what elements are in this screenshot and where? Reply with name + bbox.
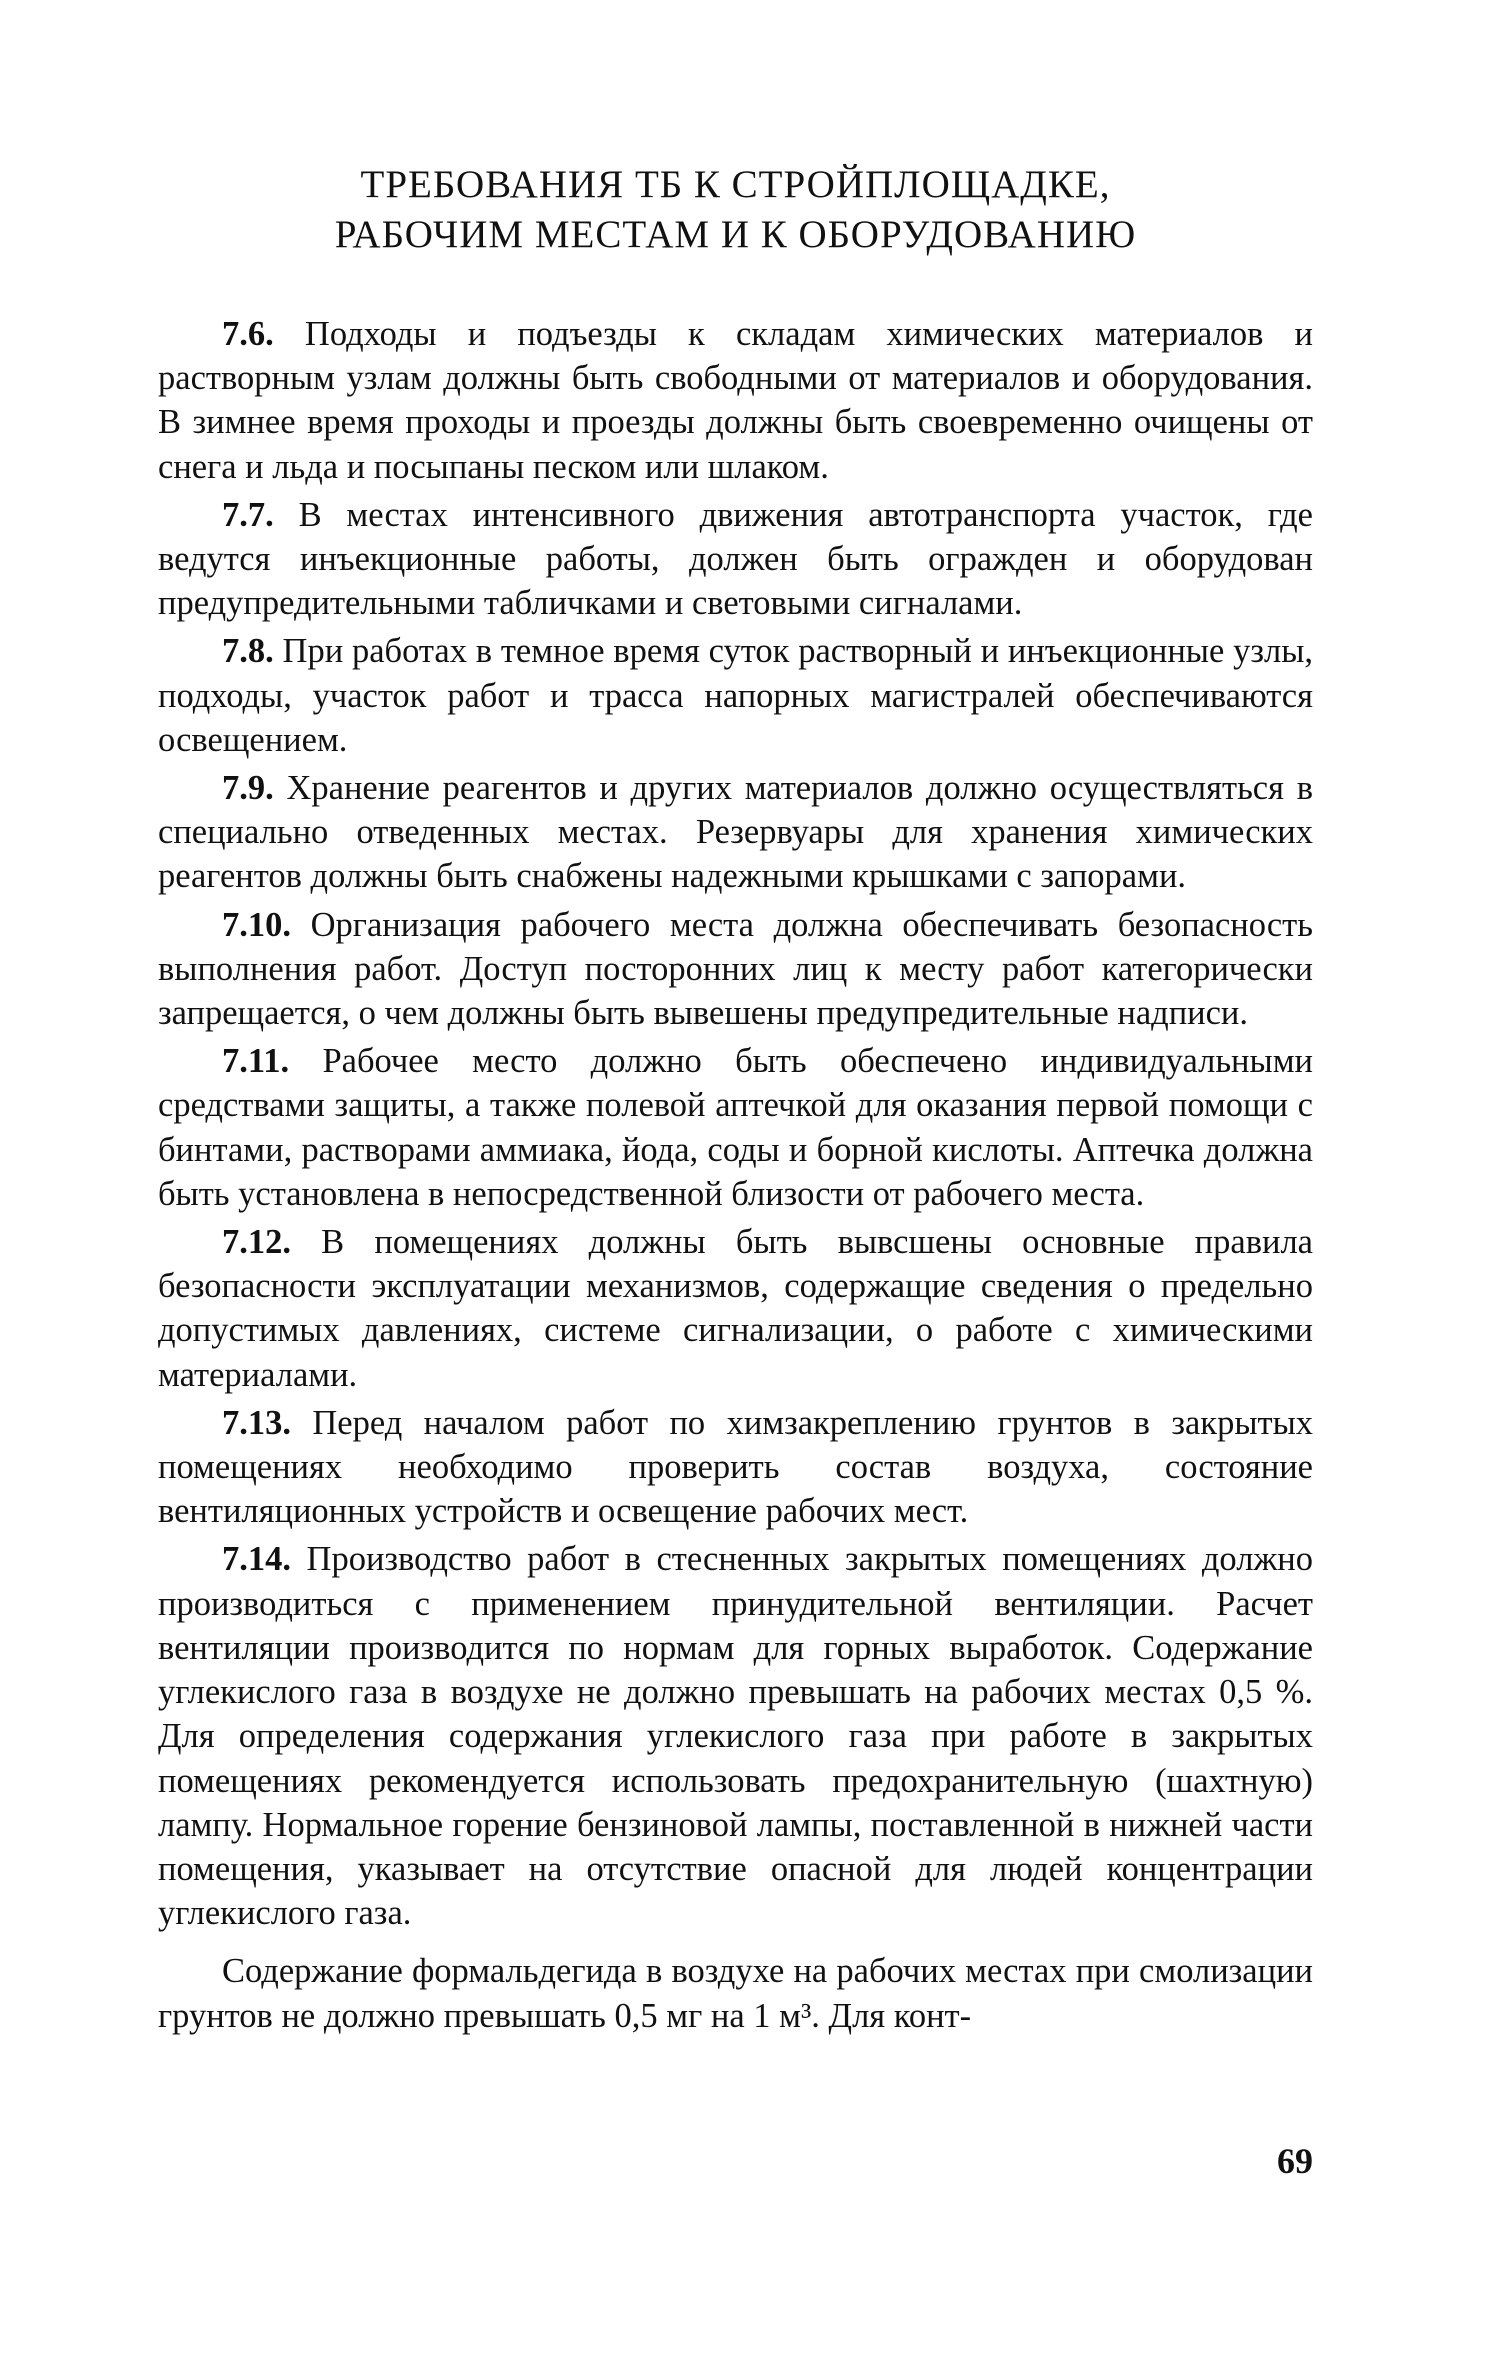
paragraph-7-14 — [158, 1537, 1313, 1935]
paragraph-number: 7.14. — [222, 1540, 291, 1579]
paragraph-7-8 — [158, 629, 1313, 762]
section-heading — [158, 160, 1313, 260]
paragraph-number: 7.9. — [222, 769, 274, 808]
page-number: 69 — [1277, 2141, 1313, 2181]
paragraph-text: Организация рабочего места должна обеспечивать безопасность выполнения работ. Доступ посторонних лиц к месту работ категорически запрещается, о чем должны быть вывешены предупредительные надписи. — [158, 905, 1313, 1033]
paragraph-text: Перед началом работ по химзакреплению грунтов в закрытых помещениях необходимо проверить состав воздуха, состояние вентиляционных устройств и освещение рабочих мест. — [158, 1403, 1313, 1531]
paragraph-text: Рабочее место должно быть обеспечено индивидуальными средствами защиты, а также полевой аптечкой для оказания первой помощи с бинтами, растворами аммиака, йода, соды и борной кислоты. Аптечка должна быть установлена в непосредственной близости от рабочего места. — [158, 1042, 1313, 1213]
heading-line-1: ТРЕБОВАНИЯ ТБ К СТРОЙПЛОЩАДКЕ, — [360, 163, 1111, 206]
paragraph-text: Производство работ в стесненных закрытых помещениях должно производиться с применением принудительной вентиляции. Расчет вентиляции производится по нормам для горных выработок. Содержание углекислого газа в воздухе не должно превышать на рабочих местах 0,5 %. Для определения содержания углекислого газа при работе в закрытых помещениях рекомендуется использовать предохранительную (шахтную) лампу. Нормальное горение бензиновой лампы, поставленной в нижней части помещения, указывает на отсутствие опасной для людей концентрации углекислого газа. — [158, 1540, 1313, 1933]
paragraph-7-10 — [158, 903, 1313, 1036]
paragraph-text: В местах интенсивного движения автотранспорта участок, где ведутся инъекционные работы, должен быть огражден и оборудован предупредительными табличками и световыми сигналами. — [158, 495, 1313, 623]
paragraph-number: 7.11. — [222, 1042, 290, 1081]
paragraph-7-9 — [158, 766, 1313, 899]
paragraph-text: При работах в темное время суток растворный и инъекционные узлы, подходы, участок работ и трасса напорных магистралей обеспечиваются освещением. — [158, 632, 1313, 759]
paragraph-7-11 — [158, 1039, 1313, 1216]
paragraph-number: 7.10. — [222, 905, 291, 944]
paragraph-number: 7.8. — [222, 632, 274, 671]
paragraph-number: 7.13. — [222, 1403, 291, 1442]
paragraph-7-13 — [158, 1401, 1313, 1534]
paragraph-text: В помещениях должны быть вывсшены основные правила безопасности эксплуатации механизмов, содержащие сведения о предельно допустимых давлениях, системе сигнализации, о работе с химическими материалами. — [158, 1223, 1313, 1394]
heading-line-2: РАБОЧИМ МЕСТАМ И К ОБОРУДОВАНИЮ — [334, 213, 1137, 256]
paragraph-number: 7.12. — [222, 1223, 291, 1262]
paragraph-text: Подходы и подъезды к складам химических материалов и растворным узлам должны быть свободными от материалов и оборудования. В зимнее время проходы и проезды должны быть своевременно очищены от снега и льда и посыпаны песком или шлаком. — [158, 315, 1313, 486]
paragraph-text: Хранение реагентов и других материалов должно осуществляться в специально отведенных местах. Резервуары для хранения химических реагентов должны быть снабжены надежными крышками с запорами. — [158, 769, 1313, 896]
paragraph-number: 7.7. — [222, 495, 274, 534]
closing-paragraph: Содержание формальдегида в воздухе на рабочих местах при смолизации грунтов не должно превышать 0,5 мг на 1 м³. Для конт- — [158, 1952, 1313, 2035]
paragraph-7-6 — [158, 312, 1313, 489]
paragraph-number: 7.6. — [222, 315, 274, 353]
document-page — [158, 160, 1313, 2042]
paragraph-7-12 — [158, 1220, 1313, 1397]
paragraph-7-7 — [158, 493, 1313, 626]
